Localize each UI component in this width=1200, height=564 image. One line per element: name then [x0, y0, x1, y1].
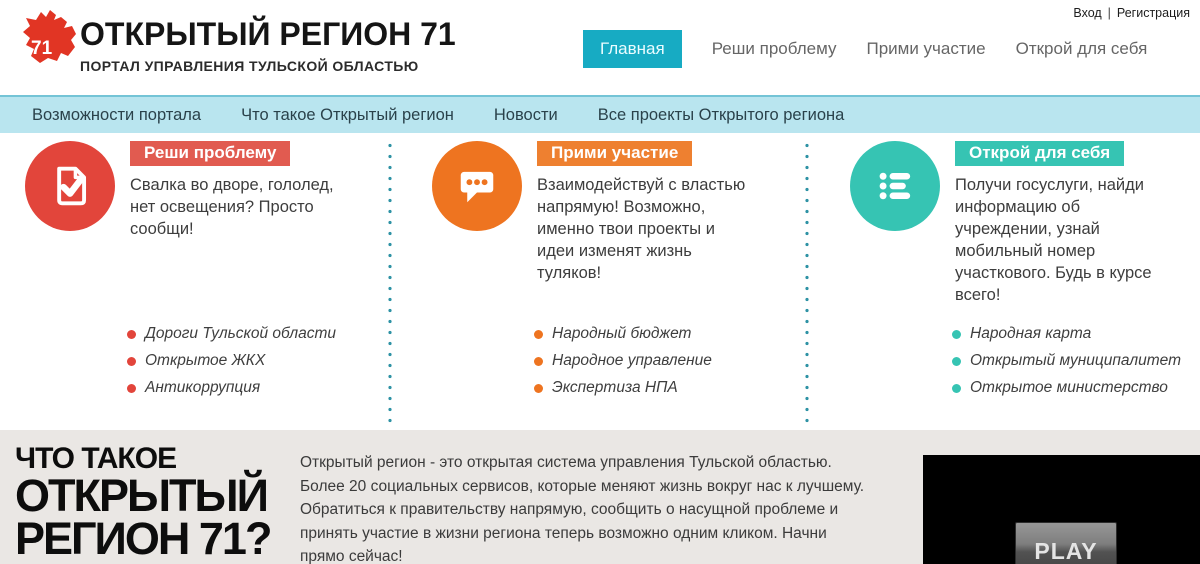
column-description: Получи госуслуги, найди информацию об учреждении, узнай мобильный номер участкового. Будь в курсе всего! — [955, 176, 1152, 304]
column-text — [955, 141, 1170, 307]
auth-links — [1073, 6, 1190, 20]
column-head — [432, 141, 787, 285]
main-content — [0, 133, 1200, 430]
video-player[interactable] — [923, 455, 1200, 564]
link-npa-expertise[interactable]: Экспертиза НПА — [534, 379, 712, 397]
link-peoples-map[interactable]: Народная карта — [952, 325, 1181, 343]
column-description: Свалка во дворе, гололед, нет освещения? Просто сообщи! — [130, 176, 334, 238]
nav-item-discover[interactable]: Открой для себя — [1015, 39, 1148, 58]
secondary-nav — [0, 95, 1200, 133]
register-link[interactable]: Регистрация — [1116, 6, 1190, 20]
document-check-icon[interactable] — [25, 141, 115, 231]
link-roads[interactable]: Дороги Тульской области — [127, 325, 336, 343]
header — [0, 0, 1200, 95]
nav-item-take-part[interactable]: Прими участие — [866, 39, 986, 58]
column-links — [127, 325, 336, 406]
about-title-line2: ОТКРЫТЫЙ — [15, 470, 267, 522]
about-title-line3: РЕГИОН 71? — [15, 513, 271, 564]
subnav-item-portal-features[interactable]: Возможности портала — [32, 105, 202, 124]
about-title — [15, 442, 271, 564]
link-peoples-budget[interactable]: Народный бюджет — [534, 325, 712, 343]
site-subtitle: ПОРТАЛ УПРАВЛЕНИЯ ТУЛЬСКОЙ ОБЛАСТЬЮ — [80, 57, 419, 74]
column-description: Взаимодействуй с властью напрямую! Возможно, именно твои проекты и идеи изменят жизнь туляков! — [537, 176, 746, 282]
column-text — [130, 141, 345, 241]
bullet-icon — [127, 384, 136, 393]
nav-item-home[interactable]: Главная — [583, 30, 682, 68]
bullet-icon — [952, 384, 961, 393]
svg-text:71: 71 — [31, 38, 53, 59]
badge-solve-problem[interactable]: Реши проблему — [130, 141, 290, 166]
site-title: ОТКРЫТЫЙ РЕГИОН 71 — [80, 16, 456, 52]
column-text — [537, 141, 752, 285]
main-nav — [583, 30, 1147, 68]
link-open-ministry[interactable]: Открытое министерство — [952, 379, 1181, 397]
bullet-icon — [534, 384, 543, 393]
about-title-line1: ЧТО ТАКОЕ — [15, 442, 177, 475]
bullet-icon — [127, 357, 136, 366]
dotted-divider — [805, 140, 809, 423]
about-section — [0, 430, 1200, 564]
link-anticorruption[interactable]: Антикоррупция — [127, 379, 336, 397]
subnav-item-news[interactable]: Новости — [493, 105, 558, 124]
about-text: Открытый регион - это открытая система управления Тульской областью. Более 20 социальных сервисов, которые меняют жизнь вокруг нас к лучшему. Обратиться к правительству напрямую, сообщить о насущной проблеме и принять участие в жизни региона теперь возможно одним кликом. Начни прямо сейчас! — [300, 454, 865, 564]
auth-separator: | — [1107, 6, 1111, 20]
link-peoples-governance[interactable]: Народное управление — [534, 352, 712, 370]
column-links — [952, 325, 1181, 406]
badge-take-part[interactable]: Прими участие — [537, 141, 692, 166]
link-open-housing[interactable]: Открытое ЖКХ — [127, 352, 336, 370]
login-link[interactable]: Вход — [1073, 6, 1102, 20]
bullet-icon — [534, 330, 543, 339]
subnav-item-what-is-open-region[interactable]: Что такое Открытый регион — [241, 105, 454, 124]
column-links — [534, 325, 712, 406]
subnav-item-all-projects[interactable]: Все проекты Открытого региона — [597, 105, 845, 124]
bullet-icon — [952, 330, 961, 339]
bullet-icon — [534, 357, 543, 366]
column-head — [25, 141, 370, 241]
play-button-label: PLAY — [1034, 538, 1098, 564]
region-71-logo[interactable] — [20, 8, 78, 78]
tula-region-map-icon — [20, 8, 78, 78]
bullet-icon — [952, 357, 961, 366]
dotted-divider — [388, 140, 392, 423]
play-button[interactable] — [1015, 522, 1117, 564]
column-take-part — [432, 141, 787, 426]
site-title-block — [80, 18, 456, 74]
badge-discover[interactable]: Открой для себя — [955, 141, 1124, 166]
nav-item-solve-problem[interactable]: Реши проблему — [711, 39, 837, 58]
link-open-municipality[interactable]: Открытый муниципалитет — [952, 352, 1181, 370]
column-discover — [850, 141, 1185, 426]
column-head — [850, 141, 1185, 307]
bullet-icon — [127, 330, 136, 339]
list-icon[interactable] — [850, 141, 940, 231]
speech-bubble-icon[interactable] — [432, 141, 522, 231]
column-solve-problem — [25, 141, 370, 426]
